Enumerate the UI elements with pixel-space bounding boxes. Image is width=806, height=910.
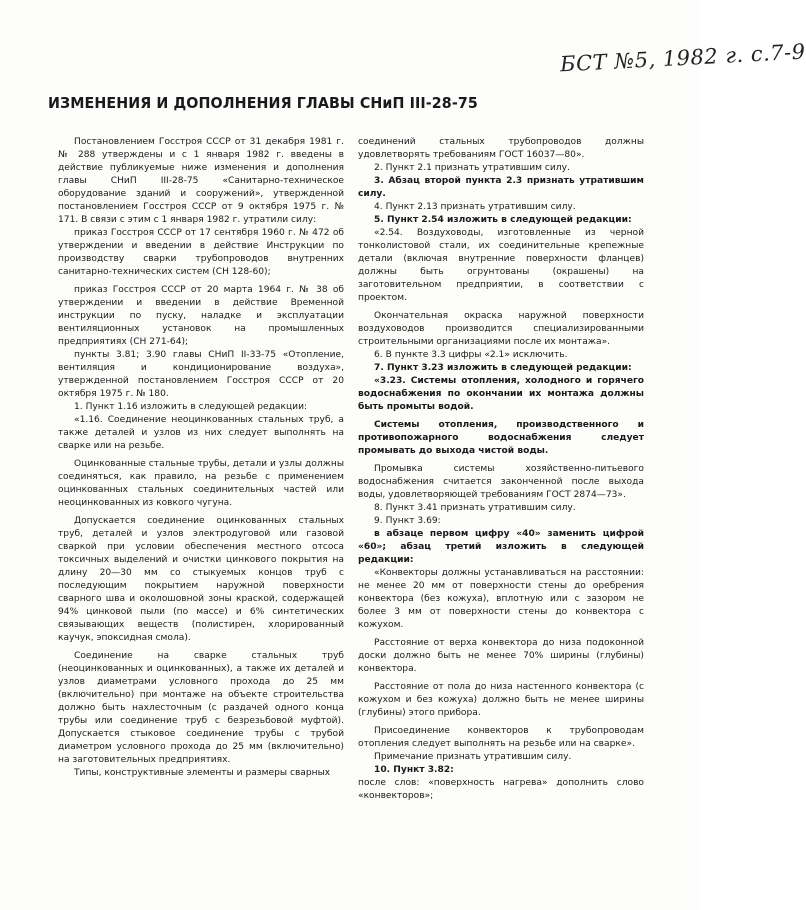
left-paragraph-4: пункты 3.81; 3.90 главы СНиП II-33-75 «Отопление, вентиляция и кондиционирование воздуха», утвержденной постановлением Госстроя СССР от 20 октября 1975 г. № 180. [58, 350, 344, 399]
right-paragraph-4: 4. Пункт 2.13 признать утратившим силу. [374, 202, 576, 212]
right-paragraph-17: Расстояние от верха конвектора до низа подоконной доски должно быть не менее 70% ширины (глубины) конвектора. [358, 638, 644, 674]
right-paragraph-18: Расстояние от пола до низа настенного конвектора (с кожухом и без кожуха) должно быть не менее ширины (глубины) этого прибора. [358, 682, 644, 718]
right-paragraph-7: Окончательная окраска наружной поверхности воздуховодов производится специализированными строительными организациями после их монтажа». [358, 311, 644, 347]
right-paragraph-10: «3.23. Системы отопления, холодного и горячего водоснабжения по окончании их монтажа должны быть промыты водой. [358, 376, 644, 412]
right-paragraph-14: 9. Пункт 3.69: [374, 516, 441, 526]
left-paragraph-5: 1. Пункт 1.16 изложить в следующей редакции: [74, 402, 308, 412]
left-paragraph-2: приказ Госстроя СССР от 17 сентября 1960 г. № 472 об утверждении и введении в действие Инструкции по производству сварки трубопроводов внутренних санитарно-технических систем (СН 128-60); [58, 228, 344, 277]
right-paragraph-8: 6. В пункте 3.3 цифры «2.1» исключить. [374, 350, 568, 360]
right-paragraph-13: 8. Пункт 3.41 признать утратившим силу. [374, 503, 576, 513]
handwritten-reference: БСТ №5, 1982 г. с.7-9 [559, 39, 806, 77]
left-paragraph-6: «1.16. Соединение неоцинкованных стальных труб, а также деталей и узлов из них следует выполнять на сварке или на резьбе. [58, 415, 344, 451]
right-paragraph-12: Промывка системы хозяйственно-питьевого водоснабжения считается законченной после выхода воды, удовлетворяющей требованиям ГОСТ 2874—73». [358, 464, 644, 500]
left-paragraph-1: Постановлением Госстроя СССР от 31 декабря 1981 г. № 288 утверждены и с 1 января 1982 г. введены в действие публикуемые ниже изменения и дополнения главы СНиП III-28-75 «Санитарно-техническое оборудование зданий и сооружений», утвержденной постановлением Госстроя СССР от 9 октября 1975 г. № 171. В связи с этим с 1 января 1982 г. утратили силу: [58, 137, 344, 225]
left-paragraph-9: Соединение на сварке стальных труб (неоцинкованных и оцинкованных), а также их деталей и узлов диаметрами условного прохода до 25 мм (включительно) при монтаже на объекте строительства должно быть нахлесточным (с раздачей одного конца трубы или соединение труб с безрезьбовой муфтой). Допускается стыковое соединение трубы с трубой диаметром условного прохода до 25 мм (включительно) на заготовительных предприятиях. [58, 651, 344, 765]
right-paragraph-22: после слов: «поверхность нагрева» дополнить слово «конвекторов»; [358, 778, 644, 801]
right-paragraph-20: Примечание признать утратившим силу. [374, 752, 572, 762]
left-column [58, 136, 344, 780]
right-paragraph-21: 10. Пункт 3.82: [374, 765, 454, 775]
right-paragraph-19: Присоединение конвекторов к трубопроводам отопления следует выполнять на резьбе или на сварке». [358, 726, 644, 749]
left-paragraph-8: Допускается соединение оцинкованных стальных труб, деталей и узлов электродуговой или газовой сваркой при условии обеспечения местного отсоса токсичных выделений и очистки цинкового покрытия на длину 20—30 мм со стыкуемых концов труб с последующим покрытием наружной поверхности сварного шва и околошовной зоны краской, содержащей 94% цинковой пыли (по массе) и 6% синтетических связывающих веществ (полистирен, хлорированный каучук, эпоксидная смола). [58, 516, 344, 643]
right-paragraph-3: 3. Абзац второй пункта 2.3 признать утратившим силу. [358, 176, 644, 199]
page-title: ИЗМЕНЕНИЯ И ДОПОЛНЕНИЯ ГЛАВЫ СНиП III-28-75 [48, 94, 478, 112]
right-paragraph-16: «Конвекторы должны устанавливаться на расстоянии: не менее 20 мм от поверхности стены до оребрения конвектора (без кожуха), вплотную или с зазором не более 3 мм от поверхности стены до конвектора с кожухом. [358, 568, 644, 630]
left-paragraph-3: приказ Госстроя СССР от 20 марта 1964 г. № 38 об утверждении и введении в действие Временной инструкции по пуску, наладке и эксплуатации вентиляционных установок на промышленных предприятиях (СН 271-64); [58, 285, 344, 347]
left-paragraph-10: Типы, конструктивные элементы и размеры сварных [74, 768, 331, 778]
right-paragraph-6: «2.54. Воздуховоды, изготовленные из черной тонколистовой стали, их соединительные крепежные детали (включая внутренние поверхности фланцев) должны быть огрунтованы (окрашены) на заготовительном предприятии, в соответствии с проектом. [358, 228, 644, 303]
right-paragraph-5: 5. Пункт 2.54 изложить в следующей редакции: [374, 215, 632, 225]
right-paragraph-9: 7. Пункт 3.23 изложить в следующей редакции: [374, 363, 632, 373]
right-paragraph-2: 2. Пункт 2.1 признать утратившим силу. [374, 163, 570, 173]
right-paragraph-11: Системы отопления, производственного и противопожарного водоснабжения следует промывать до выхода чистой воды. [358, 420, 644, 456]
right-paragraph-15: в абзаце первом цифру «40» заменить цифрой «60»; абзац третий изложить в следующей редакции: [358, 529, 644, 565]
left-paragraph-7: Оцинкованные стальные трубы, детали и узлы должны соединяться, как правило, на резьбе с применением оцинкованных стальных соединительных частей или неоцинкованных из ковкого чугуна. [58, 459, 344, 508]
right-column [358, 136, 644, 803]
right-paragraph-1: соединений стальных трубопроводов должны удовлетворять требованиям ГОСТ 16037—80». [358, 137, 644, 160]
